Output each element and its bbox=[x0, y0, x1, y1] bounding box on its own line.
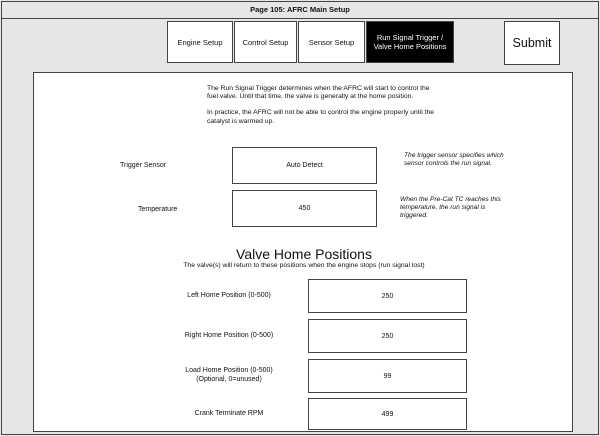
temperature-input[interactable]: 450 bbox=[232, 190, 377, 227]
load-home-label bbox=[129, 367, 329, 384]
valve-home-heading: Valve Home Positions bbox=[236, 246, 372, 262]
submit-button[interactable]: Submit bbox=[504, 21, 560, 65]
trigger-sensor-note: The trigger sensor specifies which sensor controls the run signal. bbox=[404, 152, 504, 167]
crank-terminate-input[interactable]: 499 bbox=[308, 398, 467, 430]
load-home-label-line1: Load Home Position (0-500) bbox=[185, 367, 273, 374]
tab-control-setup[interactable]: Control Setup bbox=[234, 21, 297, 63]
tab-sensor-setup[interactable]: Sensor Setup bbox=[298, 21, 365, 63]
trigger-sensor-label: Trigger Sensor bbox=[120, 162, 167, 169]
page-title: Page 105: AFRC Main Setup bbox=[2, 2, 598, 19]
intro-paragraph-1: The Run Signal Trigger determines when the AFRC will start to control the fuel valve. Until that time, the valve is generally at the home position. bbox=[207, 85, 430, 101]
tab-run-signal-trigger[interactable]: Run Signal Trigger / Valve Home Positions bbox=[366, 21, 454, 63]
intro-paragraph-2: In practice, the AFRC will not be able to control the engine properly until the catalyst is warmed up. bbox=[207, 109, 435, 125]
intro-text bbox=[207, 85, 437, 134]
settings-panel bbox=[33, 72, 573, 432]
left-home-label: Left Home Position (0-500) bbox=[187, 292, 271, 299]
left-home-input[interactable]: 250 bbox=[308, 279, 467, 313]
crank-terminate-label: Crank Terminate RPM bbox=[194, 410, 264, 417]
app-window bbox=[1, 1, 599, 435]
valve-home-subheading: The valve(s) will return to these positions when the engine stops (run signal lost) bbox=[183, 262, 425, 269]
right-home-label: Right Home Position (0-500) bbox=[184, 332, 274, 339]
tab-engine-setup[interactable]: Engine Setup bbox=[167, 21, 233, 63]
temperature-note: When the Pre-Cat TC reaches this temperature, the run signal is triggered. bbox=[400, 196, 501, 219]
load-home-input[interactable]: 99 bbox=[308, 359, 467, 393]
temperature-label: Temperature bbox=[138, 206, 178, 213]
load-home-label-line2: (Optional, 0=unused) bbox=[196, 375, 262, 383]
right-home-input[interactable]: 250 bbox=[308, 319, 467, 353]
trigger-sensor-select[interactable]: Auto Detect bbox=[232, 147, 377, 184]
